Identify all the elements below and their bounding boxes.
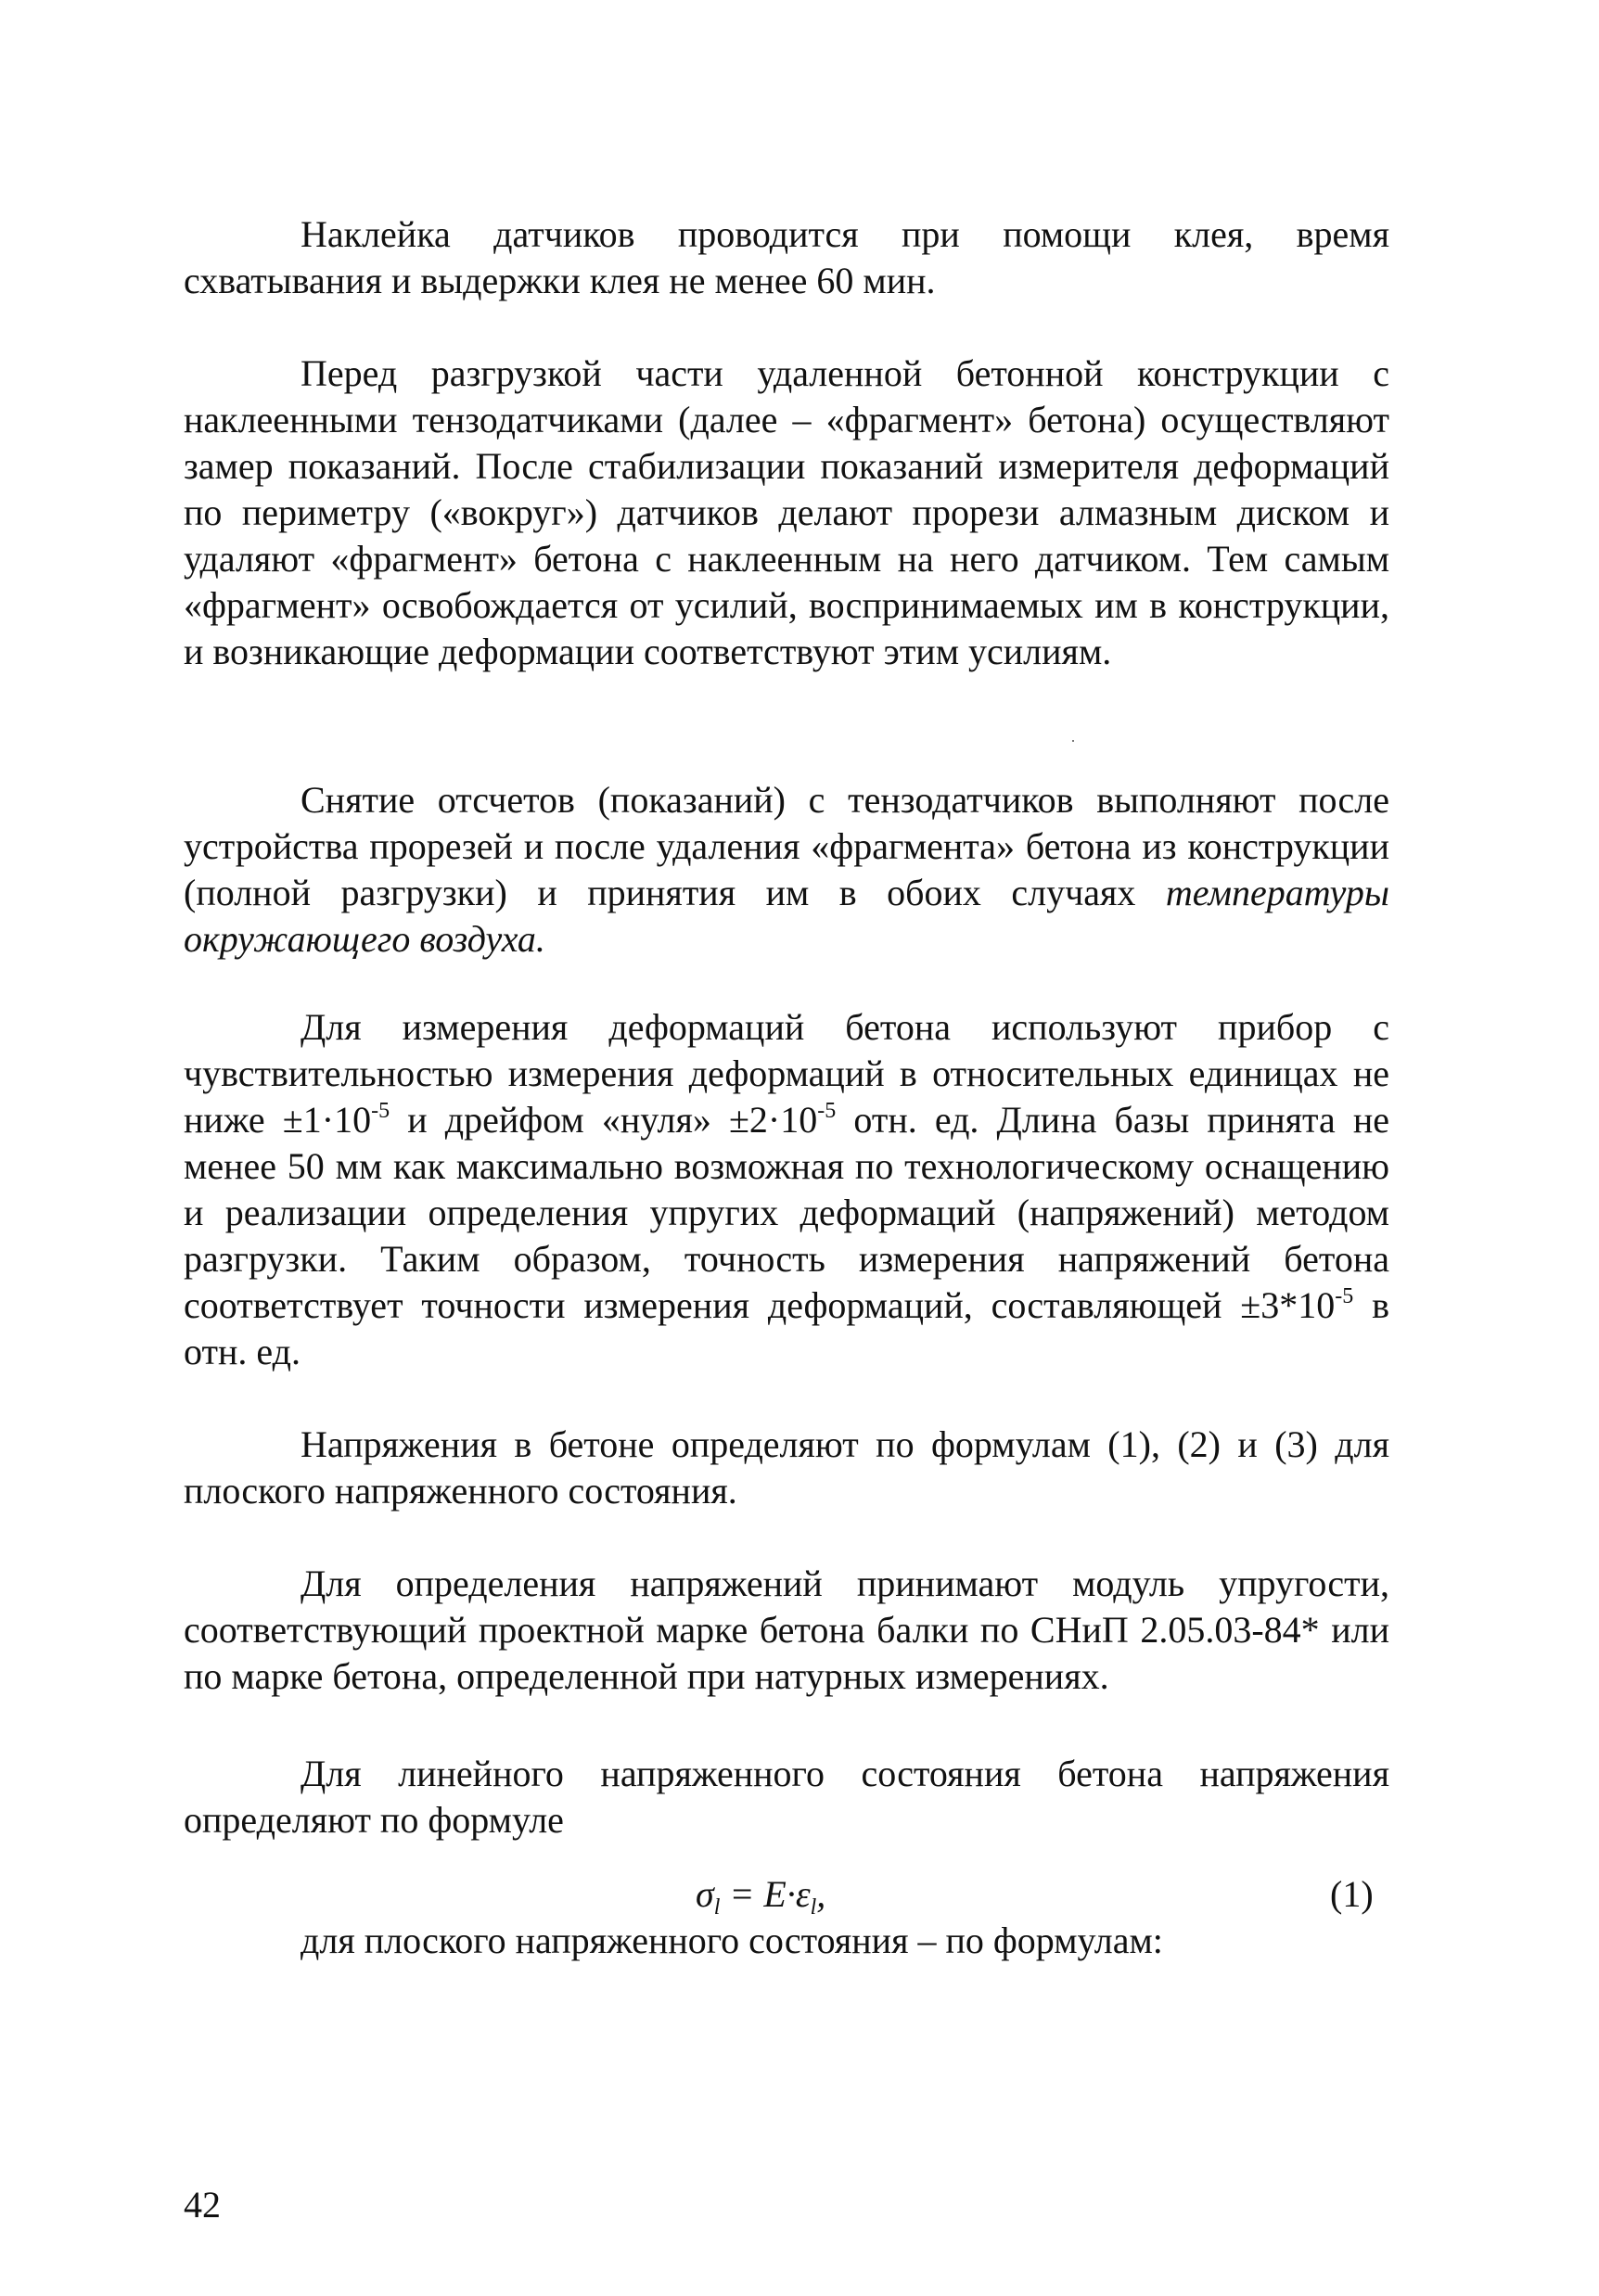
paragraph-plane-stress [184,1918,1389,1964]
paragraph-text: Перед разгрузкой части удаленной бетонной конструкции с наклеенными тензодатчиками (далее – «фрагмент» бетона) осуществляют замер показаний. После стабилизации показаний измерителя деформаций по периметру («вокруг») датчиков делают прорези алмазным диском и удаляют «фрагмент» бетона с наклеенным на него датчиком. Тем самым «фрагмент» освобождается от усилий, воспринимаемых им в конструкции, и возникающие деформации соответствуют этим усилиям. [184,352,1389,672]
paragraph-text: Для определения напряжений принимают модуль упругости, соответствующий проектной марке бетона балки по СНиП 2.05.03-84* или по марке бетона, определенной при натурных измерениях. [184,1563,1389,1697]
formula-1 [696,1871,825,1918]
paragraph-text: Наклейка датчиков проводится при помощи клея, время схватывания и выдержки клея не менее 60 мин. [184,213,1389,301]
paragraph-text: Снятие отсчетов (показаний) с тензодатчиков выполняют после устройства прорезей и после удаления «фрагмента» бетона из конструкции (полной разгрузки) и принятия им в обоих случаях [184,779,1389,913]
paragraph-unloading-procedure [184,351,1389,675]
formula-sigma: σ [696,1873,714,1915]
exponent: -5 [371,1099,390,1123]
paragraph-text: в отн. ед. [184,1284,1389,1372]
paragraph-text: Напряжения в бетоне определяют по формулам (1), (2) и (3) для плоского напряженного состояния. [184,1423,1389,1512]
paragraph-italic-text: температуры окружающего воздуха. [184,872,1389,960]
formula-tail: , [816,1873,826,1915]
paragraph-readings [184,777,1389,963]
exponent: -5 [1335,1284,1354,1308]
exponent: -5 [817,1099,837,1123]
paragraph-text: для плоского напряженного состояния – по формулам: [301,1920,1163,1961]
paragraph-measurement-device [184,1004,1389,1375]
paragraph-elastic-modulus [184,1561,1389,1700]
paragraph-text: отн. ед. Длина базы принята не менее 50 мм как максимально возможная по технологическому оснащению и реализации определения упругих деформаций (напряжений) методом разгрузки. Таким образом, точность измерения напряжений бетона соответствует точности измерения деформаций, составляющей ±3*10 [184,1099,1390,1326]
paragraph-text: Для измерения деформаций бетона используют прибор с чувствительностью измерения деформаций в относительных единицах не ниже ±1·10 [184,1006,1389,1141]
paragraph-stress-formulas [184,1422,1389,1514]
paragraph-text: Для линейного напряженного состояния бетона напряжения определяют по формуле [184,1753,1389,1841]
paragraph-linear-stress [184,1751,1389,1843]
paragraph-text: и дрейфом «нуля» ±2·10 [390,1099,818,1141]
page-number: 42 [184,2184,221,2226]
formula-subscript: l [713,1895,721,1920]
formula-body: = E·ε [720,1873,811,1915]
formula-subscript: l [810,1895,817,1920]
equation-number: (1) [1330,1873,1374,1915]
paragraph-sensor-gluing [184,211,1389,304]
scan-speck [1072,740,1074,742]
